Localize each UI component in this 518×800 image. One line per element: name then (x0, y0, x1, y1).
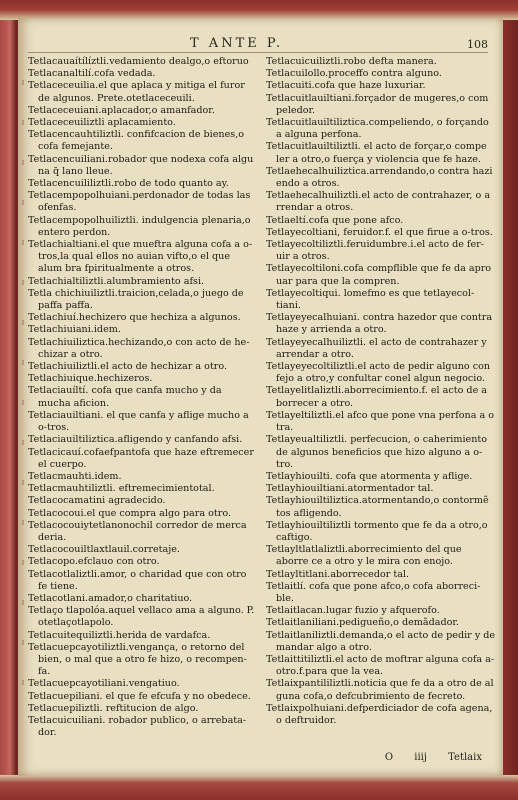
dictionary-entry: Tetlayeltiliztli.el afco que pone vna perfona a o tra. (266, 409, 495, 434)
dictionary-entry: Tetlacempopolhuiliztli. indulgencia plenaria,o entero perdon. (28, 214, 251, 238)
dictionary-entry: Tetlacuitlauiltiliztli. el acto de forçar,o compe ler a otro,o fuerça y violencia que fe haze. (266, 141, 487, 165)
dictionary-entry: Tetlachialtiliztli.alumbramiento afsi. (28, 275, 205, 287)
dictionary-entry: Tetlayeyecoltiliztli.el acto de pedir alguno con fejo a otro,y confultar conel algun negocio. (266, 361, 491, 385)
dictionary-entry: Tetlacotlani.amador,o charitatiuo. (28, 592, 193, 604)
header-rule (28, 52, 488, 53)
dictionary-entry: Tetlaitlaniliztli.demanda,o el acto de pedir y de mandar algo a otro. (266, 629, 496, 653)
dictionary-entry: Tetlayelitlaliztli.aborrecimiento.f. el acto de a borrecer a otro. (266, 385, 488, 409)
dictionary-entry: Tetlayecoltiqui. lomefmo es que tetlayecol-tiani. (266, 287, 475, 312)
page-number: 108 (467, 38, 488, 51)
binding-marks (22, 80, 24, 720)
dictionary-entry: Tetlacencauhtiliztli. confifcacion de bienes,o cofa femejante. (28, 129, 245, 153)
left-column (28, 56, 256, 739)
dictionary-entry: Tetlaehecalhuiliztica.arrendando,o contra hazi endo a otros. (266, 165, 493, 190)
dictionary-entry: Tetlachiuí.hechizero que hechiza a algunos. (28, 312, 241, 324)
dictionary-entry: Tetlacuepcayotiliani.vengatiuo. (28, 678, 180, 690)
dictionary-entry: Tetlacmauhti.idem. (28, 470, 122, 482)
dictionary-entry: Tetlayeyecalhuiani. contra hazedor que contra haze y arrienda a otro. (266, 312, 493, 336)
dictionary-entry: Tetlacmauhtiliztli. eftremecimientotal. (28, 483, 215, 495)
dictionary-entry: Tetlayhiouiltiliztli tormento que fe da a otro,o caftigo. (266, 519, 488, 543)
dictionary-entry: Tetlacocouiytetlanonochil corredor de merca deria. (28, 519, 247, 543)
dictionary-entry: Tetlacuepcayotiliztli.vengança, o retorno del bien, o mal que a otro fe hizo, o recompen-fa. (28, 641, 247, 678)
dictionary-entry: Tetlacuepiliztli. reftitucion de algo. (28, 702, 199, 714)
dictionary-entry: Tetlacuitlauiltiliztica.compeliendo, o forçando a alguna perfona. (266, 117, 489, 141)
dictionary-entry: Tetla chichiuiliztli.traicion,celada,o juego de paffa paffa. (28, 287, 244, 312)
dictionary-entry: Tetlayhiouiltiani.atormentador tal. (266, 483, 434, 495)
dictionary-entry: Tetlachiuiani.idem. (28, 324, 121, 336)
running-title: T ANTE P. (190, 36, 284, 51)
dictionary-entry: Tetlayhiouiltiliztica.atormentando,o contormẽ tos afligendo. (266, 495, 489, 519)
dictionary-entry: Tetlacauaítílíztli.vedamiento dealgo,o eftoruo (28, 56, 249, 67)
dictionary-entry: Tetlacencuililiztli.robo de todo quanto ay. (28, 178, 229, 190)
dictionary-entry: Tetlaciauiltiliztica.afligendo y canfando afsi. (28, 434, 243, 446)
dictionary-entry: Tetlacuitequiliztli.herida de vardafca. (28, 629, 211, 641)
dictionary-entry: Tetlayecoltiani, feruidor.f. el que firue a o-tros. (266, 226, 493, 238)
dictionary-entry: Tetlaehecalhuiliztli.el acto de contrahazer, o a rrendar a otros. (266, 190, 491, 214)
scan-top-edge (0, 0, 518, 20)
dictionary-entry: Tetlayecoltiloni.cofa compflible que fe da apro uar para que la compren. (266, 263, 492, 287)
dictionary-entry: Tetlacuepiliani. el que fe efcufa y no obedece. (28, 690, 251, 702)
dictionary-entry: Tetlacuicuiliztli.robo defta manera. (266, 56, 437, 67)
dictionary-entry: Tetlachialtiani.el que mueftra alguna cofa a o-tros,la qual ellos no auian vifto,o el que alum bra fpiritualmente a otros. (28, 239, 253, 275)
dictionary-entry: Tetlacocoui.el que compra algo para otro. (28, 507, 231, 519)
dictionary-entry: Tetlaittitiliztli.el acto de moftrar alguna cofa a-otro.f.para que la vea. (266, 653, 495, 678)
dictionary-entry: Tetlaeltí.cofa que pone afco. (266, 214, 404, 226)
dictionary-entry: Tetlacotlaliztli.amor, o charidad que con otro fe tiene. (28, 568, 247, 592)
dictionary-entry: Tetlaceceuiani.aplacador,o amanfador. (28, 104, 215, 116)
catchword-line: O iiij Tetlaix (384, 752, 482, 763)
dictionary-entry: Tetlaitlí. cofa que pone afco,o cofa aborreci-ble. (266, 580, 481, 604)
dictionary-entry: Tetlacopo.efclauo con otro. (28, 556, 160, 568)
dictionary-entry: Tetlachiuiliztica.hechizando,o con acto de he-chizar a otro. (28, 336, 250, 360)
dictionary-entry: Tetlayltitlani.aborrecedor tal. (266, 568, 410, 580)
right-column (266, 56, 496, 727)
dictionary-entry: Tetlacanaltilí.cofa vedada. (28, 68, 156, 80)
dictionary-entry: Tetlaceceuiliztli aplacamiento. (28, 117, 176, 129)
dictionary-entry: Tetlacocamatini agradecido. (28, 495, 166, 507)
dictionary-entry: Tetlaitlacan.lugar fuzio y afquerofo. (266, 605, 440, 617)
scan-bottom-edge (0, 775, 518, 800)
dictionary-entry: Tetlacuitlauiltiani.forçador de mugeres,o com peledor. (266, 92, 489, 116)
dictionary-entry: Tetlacuiti.cofa que haze luxuriar. (266, 80, 426, 92)
dictionary-entry: Tetlayecoltiliztli.feruidumbre.i.el acto de fer-uir a otros. (266, 239, 484, 263)
dictionary-entry: Tetlacuicuiliani. robador publico, o arrebata-dor. (28, 714, 247, 739)
dictionary-entry: Tetlayhiouilti. cofa que atormenta y aflige. (266, 470, 473, 482)
dictionary-entry: Tetlaixpantililiztli.noticia que fe da a otro de al guna cofa,o defcubrimiento de fecreto. (266, 678, 494, 702)
dictionary-entry: Tetlaixpolhuiani.defperdiciador de cofa agena, o deftruidor. (266, 702, 493, 726)
dictionary-entry: Tetlayeyecalhuiliztli. el acto de contrahazer y arrendar a otro. (266, 336, 487, 360)
dictionary-entry: Tetlacocouiltlaxtlauil.corretaje. (28, 544, 180, 556)
dictionary-entry: Tetlaceceuilia.el que aplaca y mitiga el furor de algunos. Prete.otetlaceceuili. (28, 80, 245, 104)
dictionary-entry: Tetlachiuiliztli.el acto de hechizar a otro. (28, 361, 228, 373)
dictionary-entry: Tetlacempopolhuiani.perdonador de todas las ofenfas. (28, 190, 251, 214)
dictionary-entry: Tetlaciauiltiani. el que canfa y aflige mucho a o-tros. (28, 409, 249, 434)
dictionary-entry: Tetlacicauí.cofaefpantofa que haze eftremecer el cuerpo. (28, 446, 254, 470)
dictionary-entry: Tetlaço tlapolóa.aquel vellaco ama a alguno. P. otetlaçotlapolo. (28, 605, 255, 629)
dictionary-entry: Tetlaitlaniliani.pedigueño,o demãdador. (266, 617, 459, 629)
dictionary-entry: Tetlaciauíltí. cofa que canfa mucho y da mucha aficion. (28, 385, 222, 409)
dictionary-entry: Tetlayeualtiliztli. perfecucion, o caherimiento de algunos beneficios que hizo alguno a o-tro. (266, 434, 488, 470)
dictionary-entry: Tetlacuilollo.proceffo contra alguno. (266, 68, 442, 80)
dictionary-entry: Tetlacencuiliani.robador que nodexa cofa algu na q̃ lano lleue. (28, 153, 254, 177)
dictionary-entry: Tetlachiuique.hechizeros. (28, 373, 153, 385)
dictionary-entry: Tetlayltlatlaliztli.aborrecimiento del que aborre ce a otro y le mira con enojo. (266, 544, 462, 568)
